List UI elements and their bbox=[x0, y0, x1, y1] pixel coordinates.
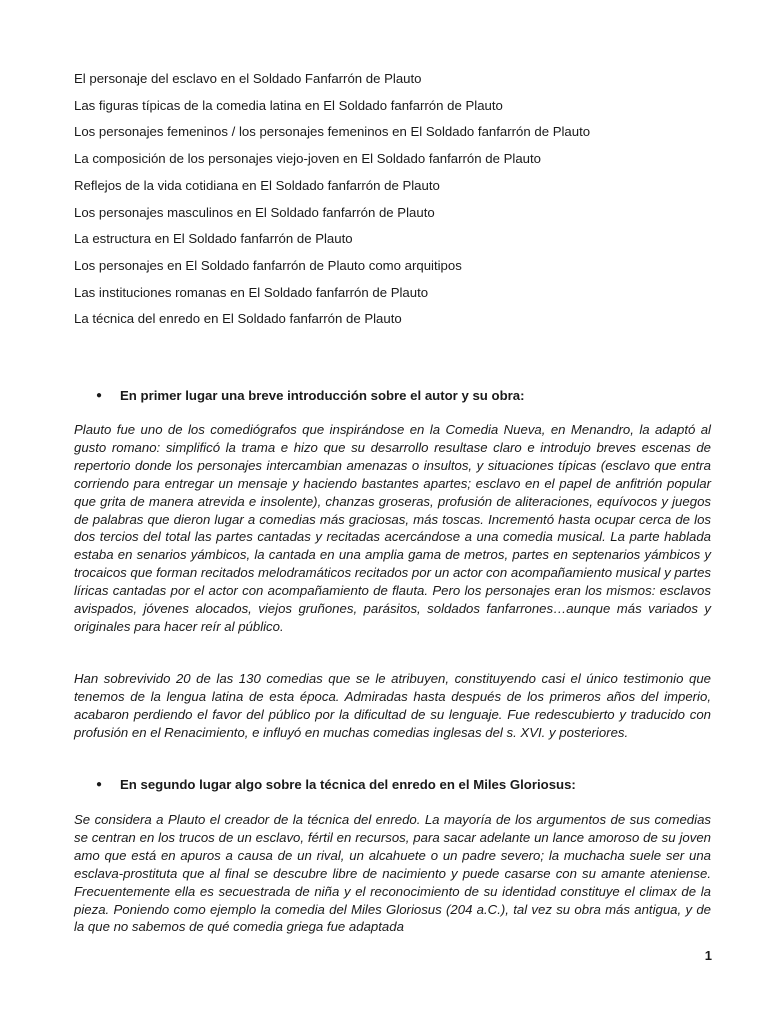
bullet-icon: ● bbox=[96, 779, 103, 790]
topic-item: La estructura en El Soldado fanfarrón de Plauto bbox=[74, 231, 353, 247]
body-paragraph: Se considera a Plauto el creador de la técnica del enredo. La mayoría de los argumentos de sus comedias se centran en los trucos de un esclavo, fértil en recursos, para sacar adelante un lance amoroso de su joven amo que está en apuros a causa de un rival, un alcahuete o un padre severo; la muchacha suele ser una esclava-prostituta que al final se descubre libre de nacimiento y puede casarse con su amante ateniense. Frecuentemente ella es secuestrada de niña y el reconocimiento de su identidad constituye el climax de la pieza. Poniendo como ejemplo la comedia del Miles Gloriosus (204 a.C.), tal vez su obra más antigua, y de la que no sabemos de qué comedia griega fue adaptada bbox=[74, 812, 711, 935]
topic-item: Las instituciones romanas en El Soldado fanfarrón de Plauto bbox=[74, 284, 429, 300]
topic-item: Los personajes en El Soldado fanfarrón de Plauto como arquitipos bbox=[74, 257, 462, 273]
topic-list bbox=[74, 66, 711, 333]
topic-item: Los personajes masculinos en El Soldado fanfarrón de Plauto bbox=[74, 204, 435, 220]
topic-item: Reflejos de la vida cotidiana en El Soldado fanfarrón de Plauto bbox=[74, 177, 440, 193]
body-paragraph: Han sobrevivido 20 de las 130 comedias que se le atribuyen, constituyendo casi el único testimonio que tenemos de la lengua latina de esta época. Admiradas hasta después de los primeros años del imperio, acabaron perdiendo el favor del público por la dificultad de su lenguaje. Fue redescubierto y traducido con profusión en el Renacimiento, e influyó en muchas comedias inglesas del s. XVI. y posteriores. bbox=[74, 671, 711, 740]
bullet-icon: ● bbox=[96, 390, 103, 401]
page-number: 1 bbox=[704, 948, 712, 963]
body-paragraph: Plauto fue uno de los comediógrafos que inspirándose en la Comedia Nueva, en Menandro, la adaptó al gusto romano: simplificó la trama e hizo que su desarrollo resultase claro e introdujo breves escenas de repertorio donde los personajes intercambian amenazas o insultos, y situaciones típicas (esclavo que entra corriendo para entregar un mensaje y haciendo bastantes apartes; esclavo en el papel de anfitrión popular que grita de manera atrevida e insolente), chanzas groseras, profusión de aliteraciones, equívocos y juegos de palabras que dieron lugar a comedias más graciosas, más toscas. Incrementó hasta ocupar cerca de los dos tercios del total las partes cantadas y recitadas acercándose a una comedia musical. La parte hablada estaba en senarios yámbicos, la cantada en una amplia gama de metros, partes en septenarios yámbicos y trocaicos que forman recitados melodramáticos recitados por un actor con acompañamiento musical y partes líricas cantadas por el actor con acompañamiento de flauta. Pero los personajes eran los mismos: esclavos avispados, jóvenes alocados, viejos gruñones, parásitos, soldados fanfarrones…aunque más variados y originales para hacer reír al público. bbox=[74, 422, 711, 634]
topic-item: El personaje del esclavo en el Soldado Fanfarrón de Plauto bbox=[74, 71, 422, 86]
section-heading-text: En primer lugar una breve introducción sobre el autor y su obra: bbox=[120, 388, 525, 403]
section-heading-text: En segundo lugar algo sobre la técnica del enredo en el Miles Gloriosus: bbox=[120, 777, 576, 792]
topic-item: La técnica del enredo en El Soldado fanfarrón de Plauto bbox=[74, 311, 402, 327]
topic-item: Los personajes femeninos / los personajes femeninos en El Soldado fanfarrón de Plauto bbox=[74, 124, 591, 140]
topic-item: Las figuras típicas de la comedia latina en El Soldado fanfarrón de Plauto bbox=[74, 97, 503, 113]
topic-item: La composición de los personajes viejo-joven en El Soldado fanfarrón de Plauto bbox=[74, 151, 541, 167]
